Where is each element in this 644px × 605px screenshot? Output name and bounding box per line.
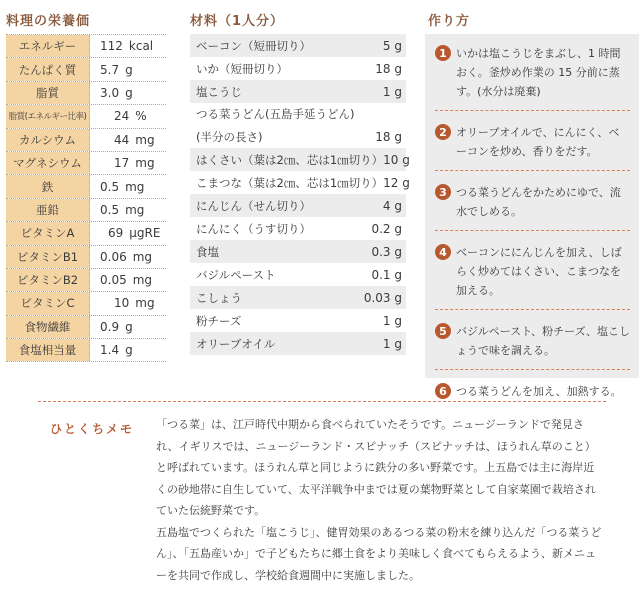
nutrient-label: たんぱく質 [6, 58, 90, 80]
memo-divider [38, 401, 606, 402]
ingredient-row [190, 286, 406, 309]
nutrient-label: 亜鉛 [6, 199, 90, 221]
ingredient-amount: 12 g [383, 175, 410, 190]
nutrition-row [6, 152, 166, 175]
ingredient-row [190, 80, 406, 103]
ingredient-amount: 1 g [382, 336, 402, 351]
nutrient-value: 3.0 g [100, 85, 133, 100]
memo-paragraph: 五島塩でつくられた「塩こうじ」、健胃効果のあるつる菜の粉末を練り込んだ「つる菜うどん」、「五島産いか」で子どもたちに郷土食をより美味しく食べてもらえるよう、新メニューを共同で作成し、学校給食週間中に実施しました。 [156, 525, 602, 582]
ingredient-row [190, 57, 406, 80]
nutrient-value: 0.9 g [100, 319, 133, 334]
method-step [435, 40, 630, 111]
nutrient-value: 69 μgRE [108, 226, 161, 241]
nutrient-value: 0.06 mg [100, 249, 153, 264]
nutrient-label: 脂質 [6, 82, 90, 104]
ingredient-row [190, 332, 406, 355]
step-number-badge: 6 [435, 383, 451, 399]
step-number-badge: 4 [435, 244, 451, 260]
ingredient-amount: 1 g [382, 313, 402, 328]
ingredient-name: こまつな（葉は2㎝、芯は1㎝切り） [196, 175, 384, 190]
step-text: ベーコンににんじんを加え、しばらく炒めてはくさい、こまつなを加える。 [456, 246, 622, 297]
nutrient-label: 食物繊維 [6, 316, 90, 338]
memo-title: ひとくちメモ [50, 422, 135, 436]
method-step [435, 318, 630, 370]
step-number-badge: 2 [435, 124, 451, 140]
method-step [435, 119, 630, 171]
nutrition-table [6, 34, 166, 362]
nutrition-row [6, 129, 166, 152]
ingredient-name: オリーブオイル [196, 336, 276, 351]
nutrient-label: 食塩相当量 [6, 339, 90, 361]
ingredient-amount: 0.2 g [371, 221, 402, 236]
memo-body [156, 414, 604, 586]
nutrient-value: 0.5 mg [100, 202, 145, 217]
step-number-badge: 3 [435, 184, 451, 200]
ingredient-name: バジルペースト [196, 267, 276, 282]
nutrition-row [6, 82, 166, 105]
step-text: いかは塩こうじをまぶし、1 時間おく。釜炒め作業の 15 分前に蒸す。(水分は廃棄) [456, 47, 621, 98]
ingredient-name: はくさい（葉は2㎝、芯は1㎝切り） [196, 152, 384, 167]
step-text: つる菜うどんを加え、加熱する。 [456, 385, 622, 398]
ingredient-amount: 4 g [382, 198, 402, 213]
nutrient-label: エネルギー [6, 35, 90, 57]
ingredient-name: いか（短冊切り） [196, 61, 288, 76]
ingredient-name: 粉チーズ [196, 313, 242, 328]
ingredient-row [190, 171, 410, 194]
nutrition-heading: 料理の栄養価 [6, 14, 91, 29]
nutrient-label: 脂質(エネルギー比率) [6, 105, 90, 127]
step-text: つる菜うどんをかためにゆで、流水でしめる。 [456, 186, 621, 218]
nutrition-row [6, 199, 166, 222]
nutrition-row [6, 246, 166, 269]
memo-paragraph: 「つる菜」は、江戸時代中期から食べられていたそうです。ニュージーランドで発見され、イギリスでは、ニュージーランド・スピナッチ（スピナッチは、ほうれん草のこと）と呼ばれています。ほうれん草と同じように鉄分の多い野菜です。上五島では主に海岸近くの砂地帯に自生していて、太平洋戦争中までは夏の葉物野菜として自家菜園で栽培されていた伝統野菜です。 [156, 418, 596, 517]
ingredient-amount: 0.1 g [371, 267, 402, 282]
nutrition-row [6, 35, 166, 58]
nutrient-value: 112 kcal [100, 39, 154, 54]
ingredients-list [190, 34, 410, 355]
ingredient-amount: 18 g [375, 129, 402, 144]
ingredient-amount: 10 g [383, 152, 410, 167]
nutrition-row [6, 292, 166, 315]
nutrition-row [6, 316, 166, 339]
ingredient-name: ベーコン（短冊切り） [196, 38, 311, 53]
nutrient-value: 0.5 mg [100, 179, 145, 194]
nutrient-label: カルシウム [6, 129, 90, 151]
ingredient-row [190, 309, 406, 332]
step-text: オリーブオイルで、にんにく、ベーコンを炒め、香りをだす。 [456, 126, 620, 158]
nutrition-row [6, 58, 166, 81]
nutrient-value: 10 mg [114, 296, 155, 311]
ingredient-row [190, 217, 406, 240]
ingredient-amount: 0.03 g [363, 290, 402, 305]
step-number-badge: 1 [435, 45, 451, 61]
ingredient-name: つる菜うどん(五島手延うどん) [196, 107, 355, 121]
step-text: バジルペースト、粉チーズ、塩こしょうで味を調える。 [456, 325, 630, 357]
ingredient-name: 塩こうじ [196, 84, 242, 99]
ingredient-amount: 1 g [382, 84, 402, 99]
ingredient-name: にんじん（せん切り） [196, 198, 311, 213]
ingredient-row [190, 125, 406, 148]
method-panel [425, 34, 639, 398]
nutrient-label: ビタミンA [6, 222, 90, 244]
ingredient-amount: 18 g [375, 61, 402, 76]
ingredient-name: にんにく（うす切り） [196, 221, 311, 236]
ingredient-amount: 0.3 g [371, 244, 402, 259]
ingredient-row [190, 263, 406, 286]
nutrient-label: 鉄 [6, 175, 90, 197]
ingredient-row [190, 34, 406, 57]
nutrient-label: ビタミンC [6, 292, 90, 314]
ingredient-row [190, 103, 406, 125]
ingredient-amount: 5 g [382, 38, 402, 53]
method-step [435, 378, 630, 410]
ingredient-row [190, 240, 406, 263]
ingredient-row [190, 194, 406, 217]
nutrition-row [6, 105, 166, 128]
ingredient-name: (半分の長さ) [196, 129, 263, 144]
ingredient-name: 食塩 [196, 244, 219, 259]
ingredient-name: こしょう [196, 290, 242, 305]
method-step [435, 179, 630, 231]
nutrient-label: ビタミンB1 [6, 246, 90, 268]
nutrient-value: 5.7 g [100, 62, 133, 77]
nutrition-row [6, 269, 166, 292]
method-step [435, 239, 630, 310]
nutrient-value: 1.4 g [100, 343, 133, 358]
ingredient-row [190, 148, 410, 171]
step-number-badge: 5 [435, 323, 451, 339]
nutrition-row [6, 339, 166, 362]
nutrition-row [6, 175, 166, 198]
nutrition-row [6, 222, 166, 245]
nutrient-label: ビタミンB2 [6, 269, 90, 291]
nutrient-label: マグネシウム [6, 152, 90, 174]
method-heading: 作り方 [428, 14, 471, 29]
nutrient-value: 0.05 mg [100, 273, 153, 288]
nutrient-value: 24 % [114, 109, 147, 124]
nutrient-value: 44 mg [114, 132, 155, 147]
ingredients-heading: 材料（1人分） [190, 14, 285, 29]
nutrient-value: 17 mg [114, 156, 155, 171]
